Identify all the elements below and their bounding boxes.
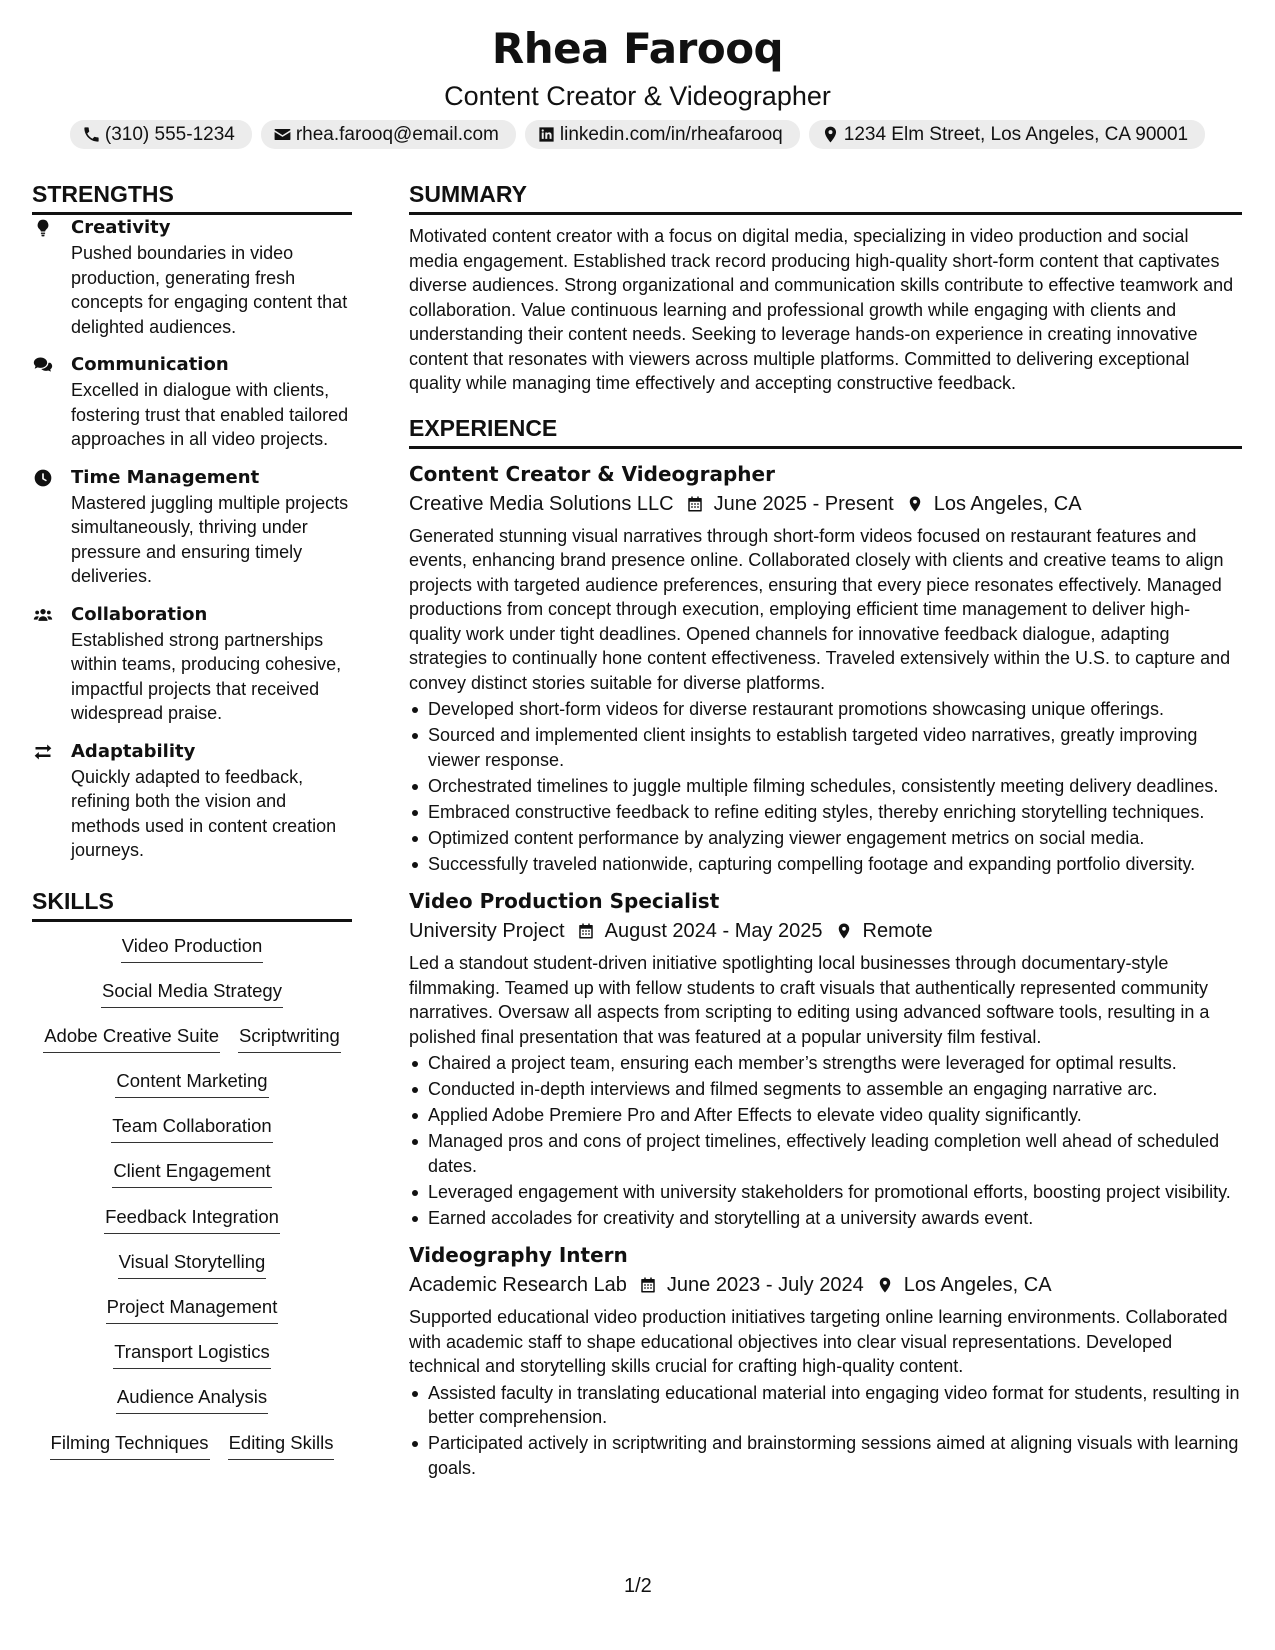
experience-heading: EXPERIENCE	[409, 412, 1242, 449]
strength-item	[32, 215, 352, 339]
job-entry	[409, 459, 1242, 877]
skill-tag: Team Collaboration	[111, 1113, 272, 1143]
skill-tag: Client Engagement	[112, 1158, 271, 1188]
job-bullets	[409, 697, 1242, 876]
left-column	[32, 178, 352, 1475]
list-item: Applied Adobe Premiere Pro and After Effects to elevate video quality significantly.	[409, 1103, 1242, 1128]
list-item: Orchestrated timelines to juggle multiple filming schedules, consistently meeting delivery deadlines.	[409, 774, 1242, 799]
job-company: University Project	[409, 920, 565, 942]
job-bullets	[409, 1381, 1242, 1481]
strength-item	[32, 739, 352, 863]
skill-tag: Adobe Creative Suite	[43, 1023, 220, 1053]
job-entry	[409, 1240, 1242, 1480]
calendar-icon	[686, 495, 704, 513]
strength-desc: Mastered juggling multiple projects simultaneously, thriving under pressure and ensuring timely deliveries.	[71, 492, 349, 586]
contact-phone-text: (310) 555-1234	[104, 123, 235, 145]
list-item: Leveraged engagement with university stakeholders for promotional efforts, boosting project visibility.	[409, 1180, 1242, 1205]
swap-arrows-icon	[33, 742, 53, 762]
lightbulb-icon	[33, 218, 53, 238]
job-company: Creative Media Solutions LLC	[409, 492, 674, 515]
contact-linkedin[interactable]	[525, 120, 800, 149]
calendar-icon	[639, 1276, 657, 1294]
map-pin-icon	[821, 125, 840, 144]
contact-email[interactable]	[261, 120, 516, 149]
job-title: Content Creator & Videographer	[409, 461, 775, 486]
job-location: Remote	[862, 920, 933, 942]
strength-name: Adaptability	[71, 740, 196, 762]
list-item: Participated actively in scriptwriting and brainstorming sessions aimed at aligning visuals with learning goals.	[409, 1431, 1242, 1480]
calendar-icon	[577, 922, 595, 940]
resume-header	[0, 20, 1275, 149]
job-dates: June 2025 - Present	[713, 492, 894, 515]
skill-tag: Audience Analysis	[116, 1384, 268, 1414]
strength-item	[32, 352, 352, 452]
map-pin-icon	[876, 1276, 894, 1294]
contact-linkedin-text: linkedin.com/in/rheafarooq	[559, 123, 783, 145]
strength-name: Communication	[71, 354, 229, 375]
list-item: Optimized content performance by analyzing viewer engagement metrics on social media.	[409, 826, 1242, 851]
skill-tag: Social Media Strategy	[101, 978, 283, 1008]
skills-heading: SKILLS	[32, 885, 352, 922]
job-meta	[409, 916, 1242, 946]
strength-name: Time Management	[71, 466, 260, 488]
job-meta	[409, 489, 1242, 519]
map-pin-icon	[835, 922, 853, 940]
contact-bar	[0, 120, 1275, 149]
strength-item	[32, 465, 352, 589]
envelope-icon	[273, 125, 292, 144]
phone-icon	[82, 125, 101, 144]
skill-tag: Video Production	[121, 933, 264, 963]
strength-desc: Quickly adapted to feedback, refining both the vision and methods used in content creation journeys.	[71, 766, 337, 860]
right-column	[409, 178, 1242, 1482]
skill-tag: Project Management	[106, 1294, 279, 1324]
skill-tag: Feedback Integration	[104, 1204, 280, 1234]
skill-tag: Scriptwriting	[238, 1023, 341, 1053]
candidate-name: Rhea Farooq	[491, 24, 784, 73]
list-item: Managed pros and cons of project timelines, effectively leading completion well ahead of scheduled dates.	[409, 1129, 1242, 1178]
strengths-heading: STRENGTHS	[32, 178, 352, 215]
list-item: Successfully traveled nationwide, capturing compelling footage and expanding portfolio diversity.	[409, 852, 1242, 877]
map-pin-icon	[906, 495, 924, 513]
linkedin-icon	[537, 125, 556, 144]
list-item: Sourced and implemented client insights to establish targeted video narratives, greatly improving viewer response.	[409, 723, 1242, 772]
job-location: Los Angeles, CA	[933, 492, 1082, 515]
contact-email-text: rhea.farooq@email.com	[295, 123, 499, 145]
job-meta	[409, 1270, 1242, 1300]
list-item: Embraced constructive feedback to refine editing styles, thereby enriching storytelling techniques.	[409, 800, 1242, 825]
skill-tag: Editing Skills	[228, 1430, 335, 1460]
job-title: Video Production Specialist	[409, 889, 720, 913]
job-bullets	[409, 1051, 1242, 1230]
summary-heading: SUMMARY	[409, 178, 1242, 215]
job-description: Supported educational video production initiatives targeting online learning environments. Collaborated with academic staff to shape educational objectives into clear visual representations. Developed technical and storytelling skills crucial for crafting high-quality content.	[409, 1307, 1228, 1376]
job-location: Los Angeles, CA	[903, 1274, 1052, 1296]
list-item: Developed short-form videos for diverse restaurant promotions showcasing unique offerings.	[409, 697, 1242, 722]
contact-phone[interactable]	[70, 120, 252, 149]
list-item: Earned accolades for creativity and storytelling at a university awards event.	[409, 1206, 1242, 1231]
strength-item	[32, 602, 352, 726]
job-dates: August 2024 - May 2025	[604, 920, 823, 942]
strength-name: Collaboration	[71, 603, 208, 625]
clock-icon	[33, 468, 53, 488]
candidate-title: Content Creator & Videographer	[444, 81, 831, 111]
strength-name: Creativity	[71, 217, 171, 238]
list-item: Chaired a project team, ensuring each member’s strengths were leveraged for optimal results.	[409, 1051, 1242, 1076]
contact-address-text: 1234 Elm Street, Los Angeles, CA 90001	[843, 123, 1189, 145]
summary-text: Motivated content creator with a focus on digital media, specializing in video production and social media engagement. Established track record producing high-quality short-form content that captivates diverse audiences. Strong organizational and communication skills contribute to effective teamwork and collaboration. Value continuous learning and professional growth while engaging with clients and understanding their content needs. Seeking to leverage hands-on experience in creating innovative content that resonates with viewers across multiple platforms. Committed to delivering exceptional quality while managing time effectively and accepting constructive feedback.	[409, 226, 1234, 393]
chat-bubbles-icon	[33, 355, 53, 375]
skill-tag: Visual Storytelling	[118, 1249, 267, 1279]
strength-desc: Established strong partnerships within teams, producing cohesive, impactful projects that received widespread praise.	[71, 629, 342, 723]
users-icon	[33, 605, 53, 625]
strength-desc: Excelled in dialogue with clients, fostering trust that enabled tailored approaches in all video projects.	[71, 380, 349, 449]
job-title: Videography Intern	[409, 1243, 628, 1267]
list-item: Assisted faculty in translating educational material into engaging video format for students, resulting in better comprehension.	[409, 1381, 1242, 1430]
job-description: Generated stunning visual narratives through short-form videos focused on restaurant features and events, enhancing brand presence online. Collaborated closely with clients and creative teams to align projects with targeted audience preferences, ensuring that every piece resonates effectively. Managed productions from concept through execution, employing efficient time management to deliver high-quality work under tight deadlines. Opened channels for innovative feedback dialogue, adapting strategies to continually hone content effectiveness. Traveled extensively within the U.S. to capture and convey distinct stories suitable for diverse platforms.	[409, 525, 1231, 693]
job-dates: June 2023 - July 2024	[666, 1274, 864, 1296]
job-description: Led a standout student-driven initiative spotlighting local businesses through documentary-style filmmaking. Teamed up with fellow students to craft visuals that authentically represented community narratives. Oversaw all aspects from scripting to editing using advanced software tools, resulting in a polished final presentation that was featured at a popular university film festival.	[409, 953, 1210, 1047]
strength-desc: Pushed boundaries in video production, generating fresh concepts for engaging content that delighted audiences.	[71, 243, 348, 337]
skill-tag: Content Marketing	[115, 1068, 268, 1098]
page-number: 1/2	[624, 1575, 652, 1597]
list-item: Conducted in-depth interviews and filmed segments to assemble an engaging narrative arc.	[409, 1077, 1242, 1102]
job-entry	[409, 886, 1242, 1230]
contact-address	[809, 120, 1205, 149]
job-company: Academic Research Lab	[409, 1274, 627, 1296]
skills-list	[32, 933, 352, 1475]
skill-tag: Transport Logistics	[113, 1339, 271, 1369]
skill-tag: Filming Techniques	[50, 1430, 210, 1460]
